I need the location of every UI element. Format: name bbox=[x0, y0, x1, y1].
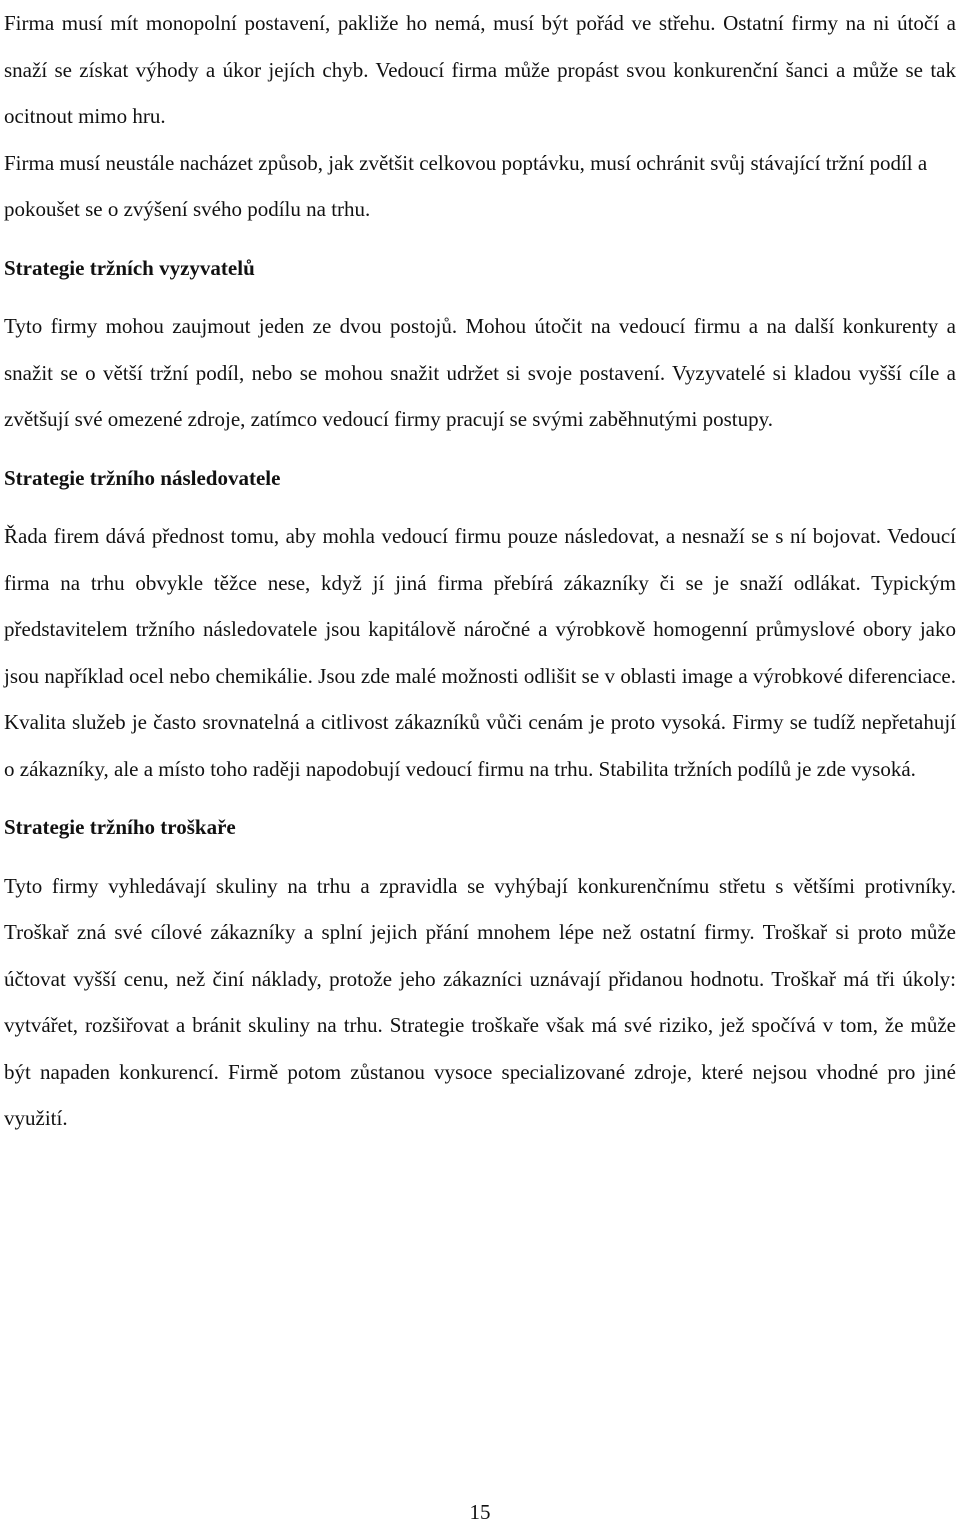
document-page bbox=[4, 0, 956, 1142]
heading-challengers: Strategie tržních vyzyvatelů bbox=[4, 255, 255, 280]
paragraph-nichers: Tyto firmy vyhledávají skuliny na trhu a zpravidla se vyhýbají konkurenčnímu střetu s většími protivníky. Troškař zná své cílové zákazníky a splní jejich přání mnohem lépe než ostatní firmy. Troškař si proto může účtovat vyšší cenu, než činí náklady, protože jeho zákazníci uznávají přidanou hodnotu. Troškař má tři úkoly: vytvářet, rozšiřovat a bránit skuliny na trhu. Strategie troškaře však má své riziko, jež spočívá v tom, že může být napaden konkurencí. Firmě potom zůstanou vysoce specializované zdroje, které nejsou vhodné pro jiné využití. bbox=[4, 873, 956, 1130]
paragraph-monopoly: Firma musí mít monopolní postavení, pakliže ho nemá, musí být pořád ve střehu. Ostatní firmy na ni útočí a snaží se získat výhody a úkor jejích chyb. Vedoucí firma může propást svou konkurenční šanci a může se tak ocitnout mimo hru. bbox=[4, 11, 956, 128]
heading-followers: Strategie tržního následovatele bbox=[4, 465, 281, 490]
heading-nichers: Strategie tržního troškaře bbox=[4, 815, 236, 839]
paragraph-demand: Firma musí neustále nacházet způsob, jak zvětšit celkovou poptávku, musí ochránit svůj stávající tržní podíl a pokoušet se o zvýšení svého podílu na trhu. bbox=[4, 150, 928, 221]
paragraph-challengers: Tyto firmy mohou zaujmout jeden ze dvou postojů. Mohou útočit na vedoucí firmu a na další konkurenty a snažit se o větší tržní podíl, nebo se mohou snažit udržet si svoje postavení. Vyzyvatelé si kladou vyšší cíle a zvětšují své omezené zdroje, zatímco vedoucí firmy pracují se svými zaběhnutými postupy. bbox=[4, 314, 956, 431]
paragraph-followers: Řada firem dává přednost tomu, aby mohla vedoucí firmu pouze následovat, a nesnaží se s ní bojovat. Vedoucí firma na trhu obvykle těžce nese, když jí jiná firma přebírá zákazníky či se je snaží odlákat. Typickým představitelem tržního následovatele jsou kapitálově náročné a výrobkově homogenní průmyslové obory jako jsou například ocel nebo chemikálie. Jsou zde malé možnosti odlišit se v oblasti image a výrobkové diferenciace. Kvalita služeb je často srovnatelná a citlivost zákazníků vůči cenám je proto vysoká. Firmy se tudíž nepřetahují o zákazníky, ale a místo toho raději napodobují vedoucí firmu na trhu. Stabilita tržních podílů je zde vysoká. bbox=[4, 524, 956, 781]
page-number: 15 bbox=[469, 1500, 491, 1524]
